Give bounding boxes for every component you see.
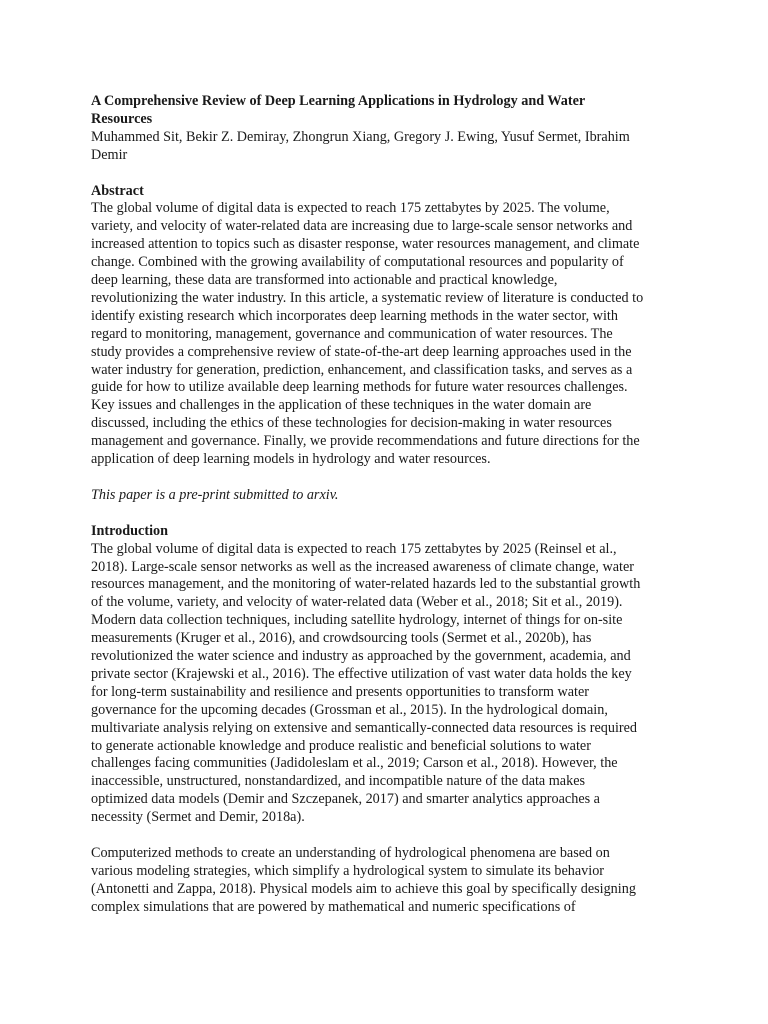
text-line: The global volume of digital data is expected to reach 175 zettabytes by 2025. The volume, <box>91 200 610 217</box>
text-line: Resources <box>91 110 153 127</box>
introduction-paragraph-2 <box>91 845 681 917</box>
introduction-paragraph-1 <box>91 541 681 828</box>
introduction-heading: Introduction <box>91 522 168 539</box>
text-line: management and governance. Finally, we provide recommendations and future directions for the <box>91 433 640 450</box>
author-list <box>91 129 681 165</box>
text-line: guide for how to utilize available deep learning methods for future water resources challenges. <box>91 379 628 396</box>
text-line: revolutionizing the water industry. In this article, a systematic review of literature is conducted to <box>91 289 644 306</box>
text-line: Key issues and challenges in the application of these techniques in the water domain are <box>91 397 592 414</box>
text-line: variety, and velocity of water-related data are increasing due to large-scale sensor networks and <box>91 218 633 235</box>
text-line: to generate actionable knowledge and produce realistic and beneficial solutions to water <box>91 737 591 754</box>
text-line: multivariate analysis relying on extensive and semantically-connected data resources is required <box>91 719 638 736</box>
text-line: complex simulations that are powered by mathematical and numeric specifications of <box>91 898 576 915</box>
text-line: discussed, including the ethics of these technologies for decision-making in water resources <box>91 415 612 432</box>
paper-title <box>91 93 681 129</box>
text-line: necessity (Sermet and Demir, 2018a). <box>91 809 305 826</box>
text-line: application of deep learning models in hydrology and water resources. <box>91 451 491 468</box>
abstract-paragraph <box>91 200 681 469</box>
text-line: deep learning, these data are transformed into actionable and practical knowledge, <box>91 272 558 289</box>
text-line: A Comprehensive Review of Deep Learning Applications in Hydrology and Water <box>91 93 586 109</box>
text-line: (Antonetti and Zappa, 2018). Physical models aim to achieve this goal by specifically designing <box>91 880 636 897</box>
text-line: Demir <box>91 146 128 163</box>
text-line: Muhammed Sit, Bekir Z. Demiray, Zhongrun Xiang, Gregory J. Ewing, Yusuf Sermet, Ibrahim <box>91 128 630 145</box>
text-line: Computerized methods to create an understanding of hydrological phenomena are based on <box>91 845 610 861</box>
abstract-heading: Abstract <box>91 182 144 199</box>
preprint-note: This paper is a pre-print submitted to arxiv. <box>91 486 339 503</box>
text-line: Modern data collection techniques, including satellite hydrology, internet of things for on-site <box>91 612 623 629</box>
text-line: measurements (Kruger et al., 2016), and crowdsourcing tools (Sermet et al., 2020b), has <box>91 630 592 647</box>
text-line: water industry for generation, prediction, enhancement, and classification tasks, and serves as a <box>91 361 633 378</box>
text-line: of the volume, variety, and velocity of water-related data (Weber et al., 2018; Sit et al., 2019). <box>91 594 623 611</box>
text-line: resources management, and the monitoring of water-related hazards led to the substantial growth <box>91 576 641 593</box>
text-line: private sector (Krajewski et al., 2016). The effective utilization of vast water data holds the key <box>91 665 632 682</box>
paper-page <box>91 93 681 917</box>
text-line: various modeling strategies, which simplify a hydrological system to simulate its behavior <box>91 862 605 879</box>
text-line: inaccessible, unstructured, nonstandardized, and incompatible nature of the data makes <box>91 773 586 790</box>
text-line: increased attention to topics such as disaster response, water resources management, and climate <box>91 236 640 253</box>
text-line: identify existing research which incorporates deep learning methods in the water sector, with <box>91 307 618 324</box>
text-line: for long-term sustainability and resilience and presents opportunities to transform water <box>91 683 590 700</box>
text-line: The global volume of digital data is expected to reach 175 zettabytes by 2025 (Reinsel et al., <box>91 540 617 557</box>
text-line: 2018). Large-scale sensor networks as well as the increased awareness of climate change, water <box>91 558 634 575</box>
text-line: revolutionized the water science and industry as approached by the government, academia, and <box>91 648 631 665</box>
text-line: change. Combined with the growing availability of computational resources and popularity of <box>91 254 624 271</box>
text-line: study provides a comprehensive review of state-of-the-art deep learning approaches used in the <box>91 343 632 360</box>
text-line: regard to monitoring, management, governance and communication of water resources. The <box>91 325 613 342</box>
text-line: challenges facing communities (Jadidoleslam et al., 2019; Carson et al., 2018). However, the <box>91 755 618 772</box>
text-line: governance for the upcoming decades (Grossman et al., 2015). In the hydrological domain, <box>91 701 608 718</box>
text-line: optimized data models (Demir and Szczepanek, 2017) and smarter analytics approaches a <box>91 791 600 808</box>
